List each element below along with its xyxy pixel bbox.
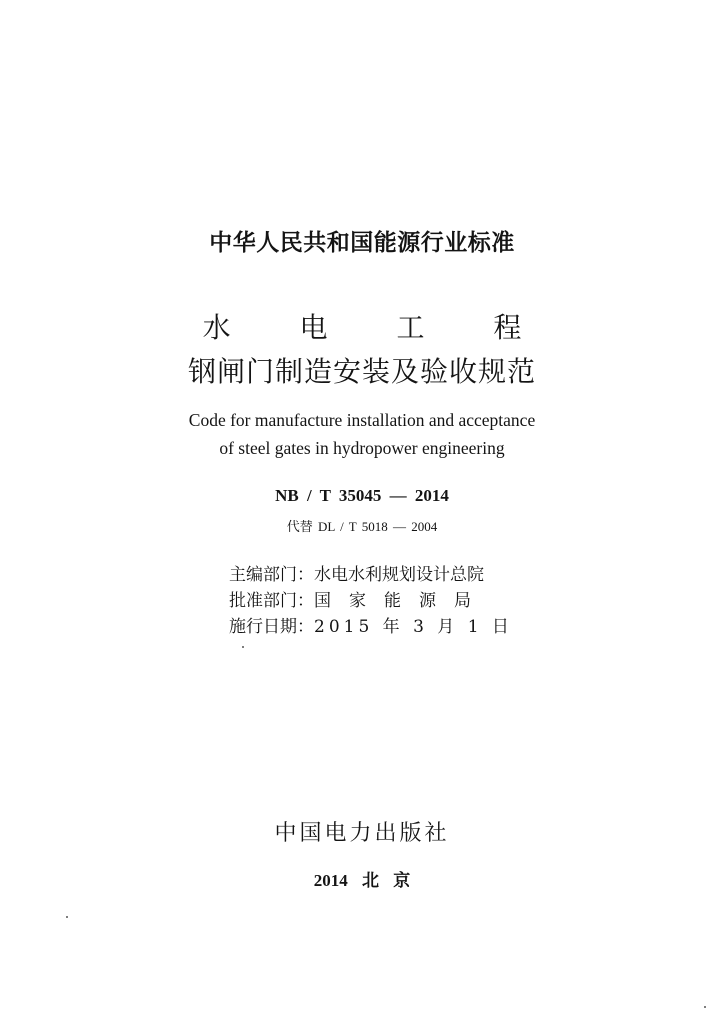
editor-department xyxy=(229,560,484,585)
editor-value: 水电水利规划设计总院 xyxy=(314,565,484,585)
effective-value: 2015 年 3 月 1 日 xyxy=(314,617,513,637)
editor-label: 主编部门： xyxy=(229,565,314,585)
title-line-1: 水 电 工 程 xyxy=(202,311,552,344)
approver-department xyxy=(229,586,489,611)
scan-speck xyxy=(66,916,68,918)
standard-number: NB / T 35045 — 2014 xyxy=(275,486,449,505)
replaces-standard: 代替 DL / T 5018 — 2004 xyxy=(286,519,438,534)
scan-speck xyxy=(242,646,244,648)
approver-label: 批准部门： xyxy=(229,591,314,611)
publisher: 中国电力出版社 xyxy=(274,821,450,846)
english-title-line-2: of steel gates in hydropower engineering xyxy=(219,438,505,458)
approver-value: 国家能源局 xyxy=(314,591,489,611)
year-place: 2014 北 京 xyxy=(313,871,411,890)
effective-label: 施行日期： xyxy=(229,617,314,637)
title-line-2: 钢闸门制造安装及验收规范 xyxy=(187,355,536,388)
english-title-line-1: Code for manufacture installation and acceptance xyxy=(188,410,536,430)
standard-type: 中华人民共和国能源行业标准 xyxy=(209,230,515,256)
scan-speck xyxy=(704,1006,706,1008)
effective-date xyxy=(229,612,513,637)
